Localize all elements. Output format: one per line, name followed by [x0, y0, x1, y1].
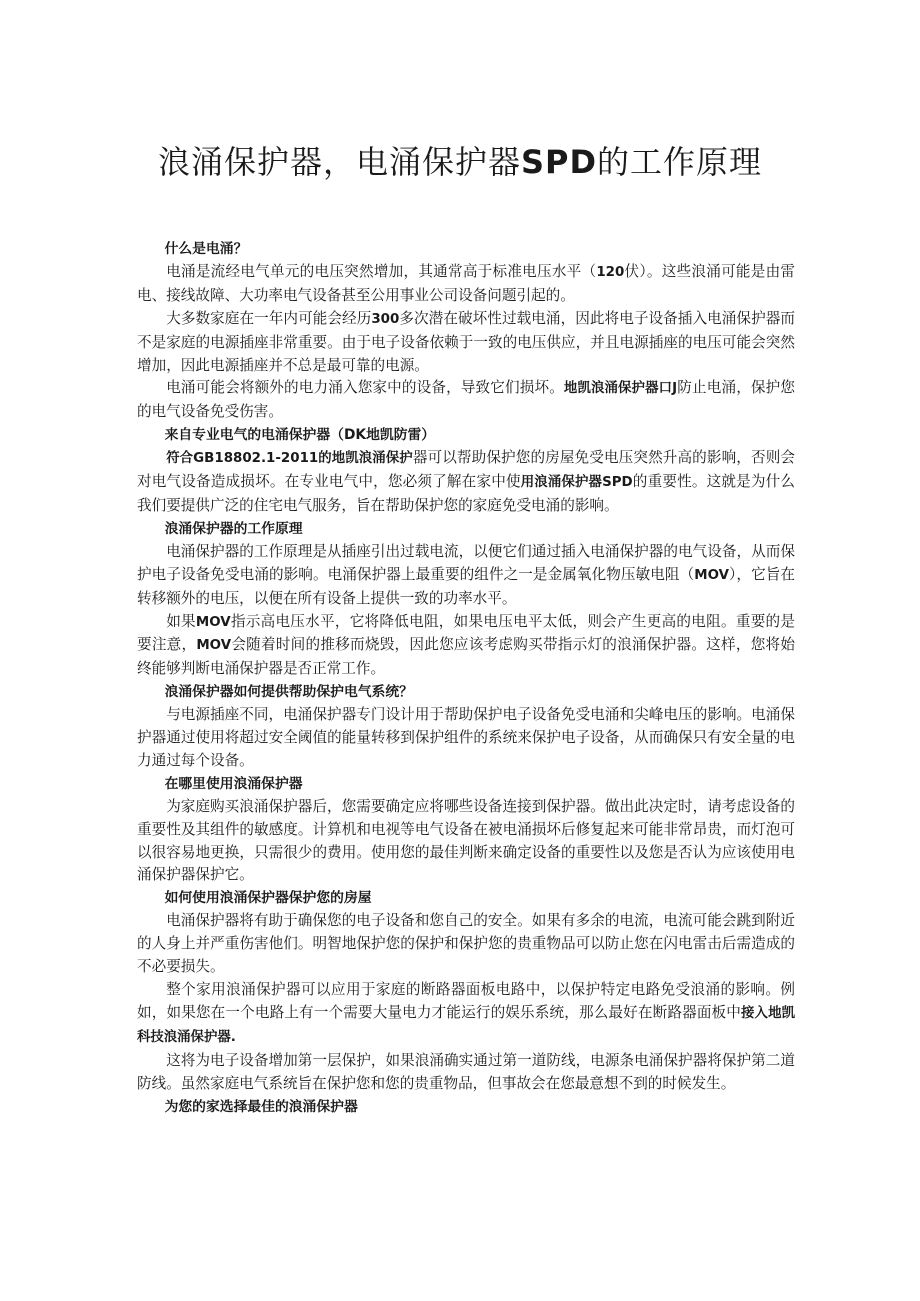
paragraph: 整个家用浪涌保护器可以应用于家庭的断路器面板电路中，以保护特定电路免受浪涌的影响。例如，如果您在一个电路上有一个需要大量电力才能运行的娱乐系统，那么最好在断路器面板中接入地凯科技浪涌保护器. [137, 981, 795, 1045]
paragraph: 如果MOV指示高电压水平，它将降低电阻，如果电压电平太低，则会产生更高的电阻。重要的是要注意，MOV会随着时间的推移而烧毁，因此您应该考虑购买带指示灯的浪涌保护器。这样，您将始终能够判断电涌保护器是否正常工作。 [137, 612, 795, 678]
paragraph: 大多数家庭在一年内可能会经历300多次潜在破坏性过载电涌，因此将电子设备插入电涌保护器而不是家庭的电源插座非常重要。由于电子设备依赖于一致的电压供应，并且电源插座的电压可能会突然增加，因此电源插座并不总是最可靠的电源。 [137, 309, 795, 374]
paragraph: 电涌保护器的工作原理是从插座引出过载电流，以便它们通过插入电涌保护器的电气设备，从而保护电子设备免受电涌的影响。电涌保护器上最重要的组件之一是金属氧化物压敏电阻（MOV），它旨在转移额外的电压，以便在所有设备上提供一致的功率水平。 [137, 542, 795, 607]
title-text: 浪涌保护器，电涌保护器 [157, 143, 521, 181]
section-heading: 为您的家选择最佳的浪涌保护器 [164, 1098, 358, 1115]
section-heading: 浪涌保护器的工作原理 [164, 520, 303, 537]
section-heading: 来自专业电气的电涌保护器（DK地凯防雷） [164, 427, 436, 444]
article-body [137, 238, 795, 1118]
paragraph: 与电源插座不同，电涌保护器专门设计用于帮助保护电子设备免受电涌和尖峰电压的影响。电涌保护器通过使用将超过安全阈值的能量转移到保护组件的系统来保护电子设备，从而确保只有安全量的电力通过每个设备。 [137, 706, 795, 769]
section-heading: 在哪里使用浪涌保护器 [164, 775, 303, 792]
section-heading: 浪涌保护器如何提供帮助保护电气系统？ [164, 684, 413, 701]
paragraph: 这将为电子设备增加第一层保护，如果浪涌确实通过第一道防线，电源条电涌保护器将保护第二道防线。虽然家庭电气系统旨在保护您和您的贵重物品，但事故会在您最意想不到的时候发生。 [137, 1051, 795, 1092]
section-heading: 什么是电涌？ [164, 241, 248, 257]
page-title [0, 140, 920, 184]
paragraph: 符合GB18802.1-2011的地凯浪涌保护器可以帮助保护您的房屋免受电压突然升高的影响，否则会对电气设备造成损坏。在专业电气中，您必须了解在家中使用浪涌保护器SPD的重要性。这就是为什么我们要提供广泛的住宅电气服务，旨在帮助保护您的家庭免受电涌的影响。 [137, 449, 795, 514]
section-heading: 如何使用浪涌保护器保护您的房屋 [164, 890, 372, 907]
title-text-end: 的工作原理 [597, 143, 763, 181]
paragraph: 电涌是流经电气单元的电压突然增加，其通常高于标准电压水平（120伏）。这些浪涌可能是由雷电、接线故障、大功率电气设备甚至公用事业公司设备问题引起的。 [137, 262, 795, 304]
title-spd: SPD [520, 143, 598, 181]
paragraph: 为家庭购买浪涌保护器后，您需要确定应将哪些设备连接到保护器。做出此决定时，请考虑设备的重要性及其组件的敏感度。计算机和电视等电气设备在被电涌损坏后修复起来可能非常昂贵，而灯泡可以很容易地更换，只需很少的费用。使用您的最佳判断来确定设备的重要性以及您是否认为应该使用电涌保护器保护它。 [137, 797, 795, 884]
paragraph: 电涌保护器将有助于确保您的电子设备和您自己的安全。如果有多余的电流，电流可能会跳到附近的人身上并严重伤害他们。明智地保护您的保护和保护您的贵重物品可以防止您在闪电雷击后需造成的不必要损失。 [137, 912, 795, 976]
paragraph: 电涌可能会将额外的电力涌入您家中的设备，导致它们损坏。地凯浪涌保护器口J防止电涌，保护您的电气设备免受伤害。 [137, 379, 795, 421]
